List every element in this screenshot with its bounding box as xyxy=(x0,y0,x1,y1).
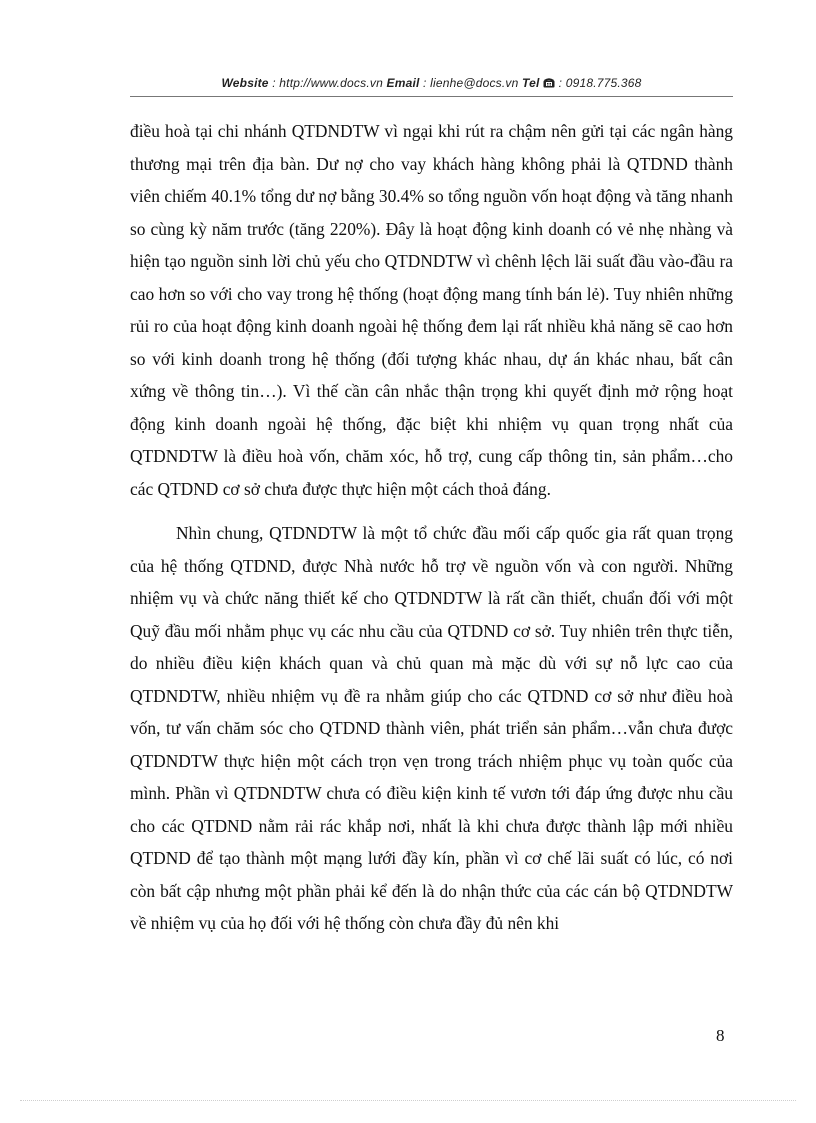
document-body xyxy=(130,115,733,940)
tel-number: 0918.775.368 xyxy=(565,76,642,90)
website-separator: : xyxy=(268,76,280,90)
email-label: Email xyxy=(386,76,420,90)
phone-icon xyxy=(543,77,555,91)
tel-label: Tel xyxy=(522,76,540,90)
paragraph-1: điều hoà tại chi nhánh QTDNDTW vì ngại khi rút ra chậm nên gửi tại các ngân hàng thương mại trên địa bàn. Dư nợ cho vay khách hàng không phải là QTDND thành viên chiếm 40.1% tổng dư nợ bằng 30.4% so tổng nguồn vốn hoạt động và tăng nhanh so cùng kỳ năm trước (tăng 220%). Đây là hoạt động kinh doanh có vẻ nhẹ nhàng và hiện tạo nguồn sinh lời chủ yếu cho QTDNDTW vì chênh lệch lãi suất đầu vào-đầu ra cao hơn so với cho vay trong hệ thống (hoạt động mang tính bán lẻ). Tuy nhiên những rủi ro của hoạt động kinh doanh ngoài hệ thống đem lại rất nhiều khả năng sẽ cao hơn so với kinh doanh trong hệ thống (đối tượng khác nhau, dự án khác nhau, bất cân xứng về thông tin…). Vì thế cần cân nhắc thận trọng khi quyết định mở rộng hoạt động kinh doanh ngoài hệ thống, đặc biệt khi nhiệm vụ quan trọng nhất của QTDNDTW là điều hoà vốn, chăm xóc, hỗ trợ, cung cấp thông tin, sản phẩm…cho các QTDND cơ sở chưa được thực hiện một cách thoả đáng. xyxy=(130,121,733,499)
email-separator: : xyxy=(419,76,431,90)
tel-separator: : xyxy=(555,76,566,90)
website-url[interactable]: http://www.docs.vn xyxy=(279,76,383,90)
website-label: Website xyxy=(221,76,269,90)
page-header xyxy=(130,76,733,91)
header-divider xyxy=(130,96,733,97)
page-number: 8 xyxy=(716,1026,725,1045)
email-address[interactable]: lienhe@docs.vn xyxy=(430,76,519,90)
paragraph-2: Nhìn chung, QTDNDTW là một tổ chức đầu mối cấp quốc gia rất quan trọng của hệ thống QTDND, được Nhà nước hỗ trợ về nguồn vốn và con người. Những nhiệm vụ và chức năng thiết kế cho QTDNDTW là rất cần thiết, chuẩn đối với một Quỹ đầu mối nhằm phục vụ các nhu cầu của QTDND cơ sở. Tuy nhiên trên thực tiễn, do nhiều điều kiện khách quan và chủ quan mà mặc dù với sự nỗ lực cao của QTDNDTW, nhiều nhiệm vụ đề ra nhằm giúp cho các QTDND cơ sở như điều hoà vốn, tư vấn chăm sóc cho QTDND thành viên, phát triển sản phẩm…vẫn chưa được QTDNDTW thực hiện một cách trọn vẹn trong trách nhiệm phục vụ toàn quốc của mình. Phần vì QTDNDTW chưa có điều kiện kinh tế vươn tới đáp ứng được nhu cầu cho các QTDND nằm rải rác khắp nơi, nhất là khi chưa được thành lập mới nhiều QTDND để tạo thành một mạng lưới đầy kín, phần vì cơ chế lãi suất có lúc, có nơi còn bất cập nhưng một phần phải kể đến là do nhận thức của các cán bộ QTDNDTW về nhiệm vụ của họ đối với hệ thống còn chưa đầy đủ nên khi xyxy=(130,523,733,933)
page-bottom-border xyxy=(20,1100,796,1101)
